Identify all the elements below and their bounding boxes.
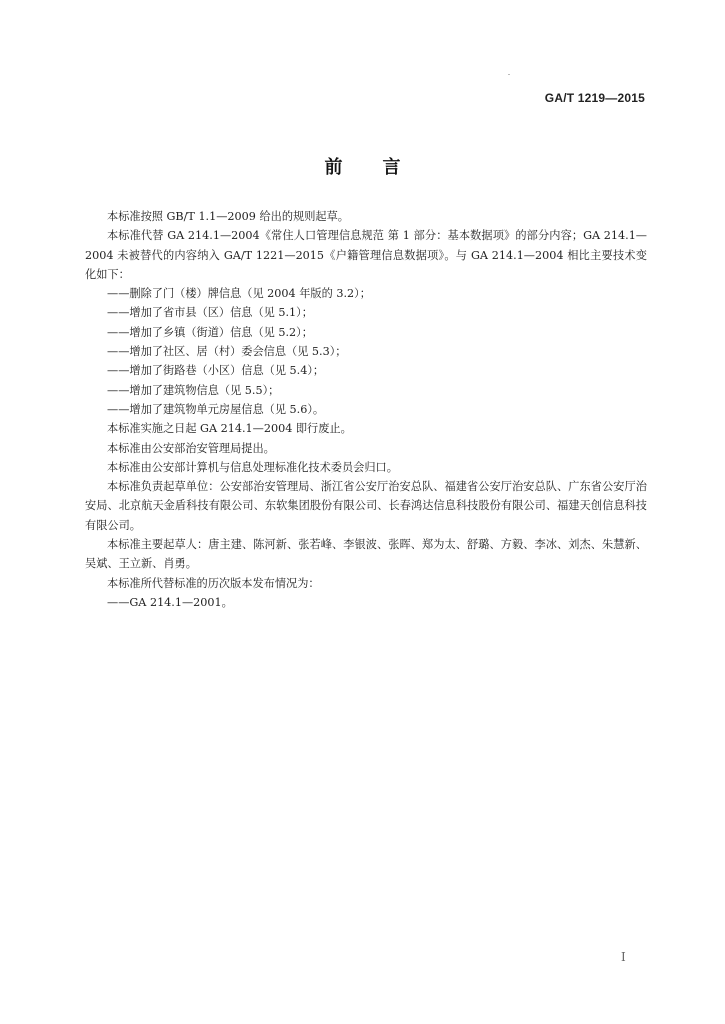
standard-code-header: GA/T 1219—2015 — [544, 91, 645, 105]
paragraph-replacement: 本标准代替 GA 214.1—2004《常住人口管理信息规范 第 1 部分：基本数据项》的部分内容；GA 214.1—2004 未被替代的内容纳入 GA/T 1221—2015《户籍管理信息数据项》。与 GA 214.1—2004 相比主要技术变化如下： — [85, 229, 647, 281]
paragraph-committee: 本标准由公安部计算机与信息处理标准化技术委员会归口。 — [107, 460, 398, 474]
paragraph-drafting-units: 本标准负责起草单位：公安部治安管理局、浙江省公安厅治安总队、福建省公安厅治安总队、广东省公安厅治安局、北京航天金盾科技有限公司、东软集团股份有限公司、长春鸿达信息科技股份有限公司、福建天创信息科技有限公司。 — [85, 480, 647, 532]
change-item: ——删除了门（楼）牌信息（见 2004 年版的 3.2）； — [107, 287, 371, 301]
change-item: ——增加了省市县（区）信息（见 5.1）； — [107, 306, 313, 320]
paragraph-proposer: 本标准由公安部治安管理局提出。 — [107, 441, 275, 455]
history-item: ——GA 214.1—2001。 — [107, 595, 233, 609]
page-title-char-1: 前 — [324, 157, 343, 178]
scan-speck — [508, 74, 510, 75]
paragraph-drafting-rule: 本标准按照 GB/T 1.1—2009 给出的规则起草。 — [107, 210, 349, 223]
change-item: ——增加了建筑物信息（见 5.5）； — [107, 383, 280, 397]
change-item: ——增加了乡镇（街道）信息（见 5.2）； — [107, 325, 313, 339]
change-item: ——增加了街路巷（小区）信息（见 5.4）； — [107, 364, 325, 378]
paragraph-history-intro: 本标准所代替标准的历次版本发布情况为： — [107, 576, 320, 590]
paragraph-drafters: 本标准主要起草人：唐主建、陈河新、张若峰、李银波、张晖、郑为太、舒璐、方毅、李冰、刘杰、朱慧新、吴斌、王立新、肖勇。 — [85, 538, 647, 571]
paragraph-abolition: 本标准实施之日起 GA 214.1—2004 即行废止。 — [107, 422, 352, 436]
foreword-body — [85, 207, 647, 612]
change-item: ——增加了建筑物单元房屋信息（见 5.6）。 — [107, 402, 325, 416]
change-item: ——增加了社区、居（村）委会信息（见 5.3）； — [107, 345, 347, 359]
page-number: I — [621, 950, 626, 964]
page-title-char-2: 言 — [382, 157, 401, 178]
page-title — [0, 153, 725, 179]
